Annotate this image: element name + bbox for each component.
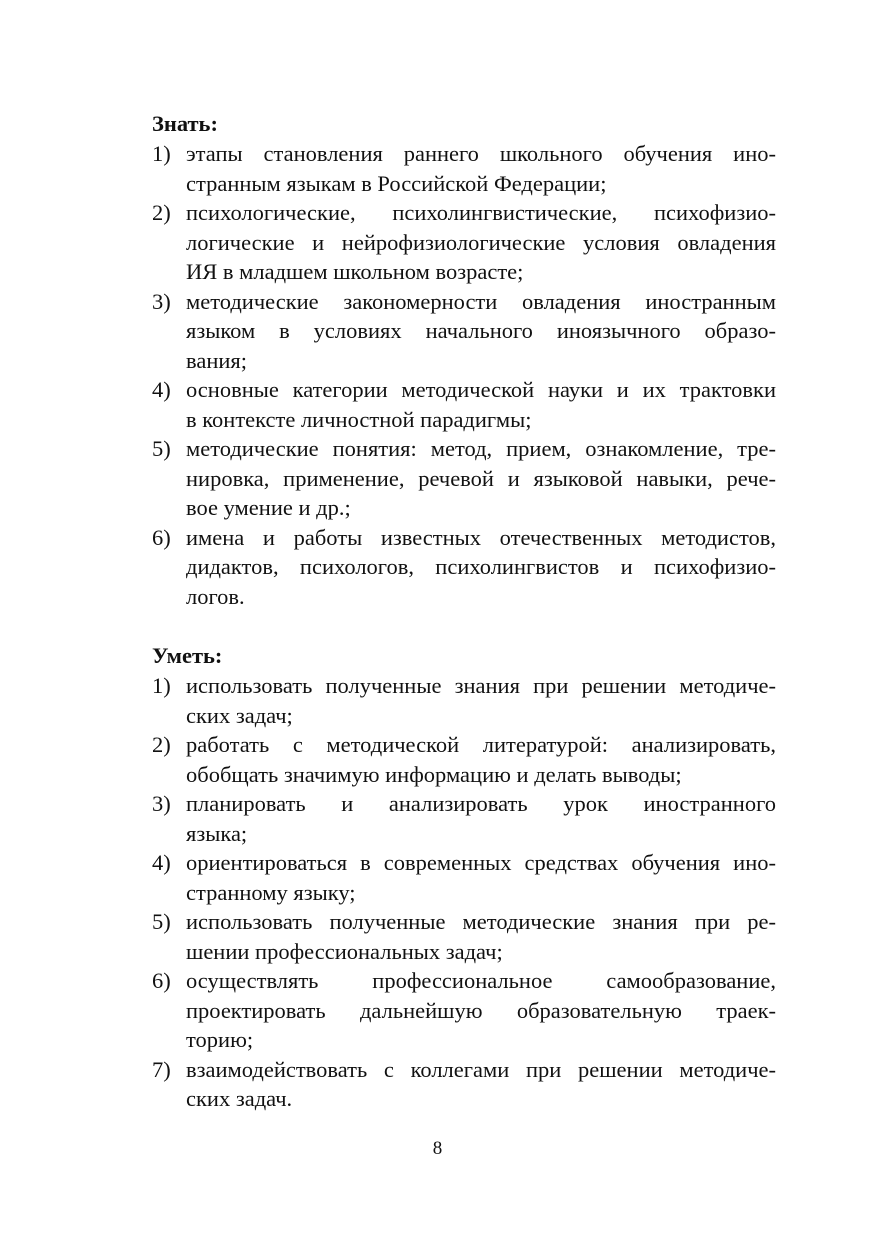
- list-item: [152, 671, 776, 730]
- list-item-text: [186, 523, 776, 612]
- list-item-number: 1): [152, 673, 171, 698]
- list-item-text: [186, 848, 776, 907]
- list-item-number: 4): [152, 850, 171, 875]
- text-line: осуществлять профессиональное самообразование,: [186, 968, 776, 993]
- text-line: ских задач.: [186, 1086, 293, 1111]
- list-item-number: 1): [152, 141, 171, 166]
- text-line: странным языкам в Российской Федерации;: [186, 170, 607, 196]
- text-line: взаимодействовать с коллегами при решении методиче-: [186, 1056, 776, 1082]
- section-heading-can: Уметь:: [152, 643, 223, 668]
- list-item: [152, 730, 776, 789]
- text-line: торию;: [186, 1027, 254, 1052]
- section-gap: [152, 611, 776, 641]
- list-item-text: [186, 671, 776, 730]
- text-line: методические закономерности овладения иностранным: [186, 288, 776, 314]
- list-item-number: 2): [152, 732, 171, 757]
- list-item: [152, 848, 776, 907]
- text-line: нировка, применение, речевой и языковой навыки, рече-: [186, 465, 776, 491]
- list-item: [152, 434, 776, 523]
- section-heading-know: Знать:: [152, 111, 218, 136]
- page-body: [152, 109, 776, 1114]
- text-line: основные категории методической науки и их трактовки: [186, 377, 776, 402]
- list-item-text: [186, 1055, 776, 1114]
- list-item-text: [186, 434, 776, 523]
- list-item: [152, 287, 776, 376]
- list-item-number: 5): [152, 909, 171, 934]
- text-line: работать с методической литературой: анализировать,: [186, 732, 776, 757]
- list-item-text: [186, 139, 776, 198]
- list-item-text: [186, 375, 776, 434]
- page-number: 8: [432, 1138, 443, 1159]
- list-item: [152, 907, 776, 966]
- text-line: обобщать значимую информацию и делать выводы;: [186, 761, 682, 787]
- text-line: ских задач;: [186, 702, 293, 728]
- list-item: [152, 789, 776, 848]
- list-item-number: 6): [152, 968, 171, 993]
- text-line: методические понятия: метод, прием, ознакомление, тре-: [186, 436, 776, 461]
- list-item: [152, 139, 776, 198]
- list-item-number: 4): [152, 377, 171, 402]
- text-line: использовать полученные методические знания при ре-: [186, 909, 776, 934]
- list-item: [152, 198, 776, 287]
- list-item-text: [186, 907, 776, 966]
- text-line: логов.: [186, 583, 245, 609]
- text-line: вания;: [186, 347, 247, 373]
- list-item-number: 3): [152, 288, 171, 314]
- text-line: планировать и анализировать урок иностранного: [186, 791, 776, 816]
- list-item-number: 2): [152, 200, 171, 225]
- text-line: дидактов, психологов, психолингвистов и психофизио-: [186, 554, 776, 579]
- list-item-text: [186, 287, 776, 376]
- list-item-text: [186, 198, 776, 287]
- text-line: ориентироваться в современных средствах обучения ино-: [186, 850, 776, 875]
- list-item: [152, 966, 776, 1055]
- list-item: [152, 523, 776, 612]
- text-line: вое умение и др.;: [186, 495, 351, 520]
- text-line: имена и работы известных отечественных методистов,: [186, 524, 776, 550]
- know-list: [152, 139, 776, 611]
- text-line: в контексте личностной парадигмы;: [186, 406, 532, 432]
- list-item: [152, 375, 776, 434]
- text-line: языка;: [186, 820, 248, 846]
- list-item-number: 3): [152, 791, 171, 816]
- text-line: ИЯ в младшем школьном возрасте;: [186, 259, 524, 284]
- text-line: этапы становления раннего школьного обучения ино-: [186, 141, 776, 166]
- text-line: странному языку;: [186, 879, 356, 905]
- text-line: шении профессиональных задач;: [186, 938, 503, 964]
- text-line: логические и нейрофизиологические условия овладения: [186, 229, 776, 255]
- list-item-text: [186, 789, 776, 848]
- list-item-text: [186, 730, 776, 789]
- list-item-number: 6): [152, 524, 171, 550]
- text-line: использовать полученные знания при решении методиче-: [186, 673, 776, 698]
- list-item-number: 5): [152, 436, 171, 461]
- text-line: психологические, психолингвистические, психофизио-: [186, 200, 776, 225]
- list-item: [152, 1055, 776, 1114]
- list-item-number: 7): [152, 1056, 171, 1082]
- text-line: проектировать дальнейшую образовательную траек-: [186, 997, 776, 1023]
- text-line: языком в условиях начального иноязычного образо-: [186, 318, 776, 343]
- can-list: [152, 671, 776, 1114]
- list-item-text: [186, 966, 776, 1055]
